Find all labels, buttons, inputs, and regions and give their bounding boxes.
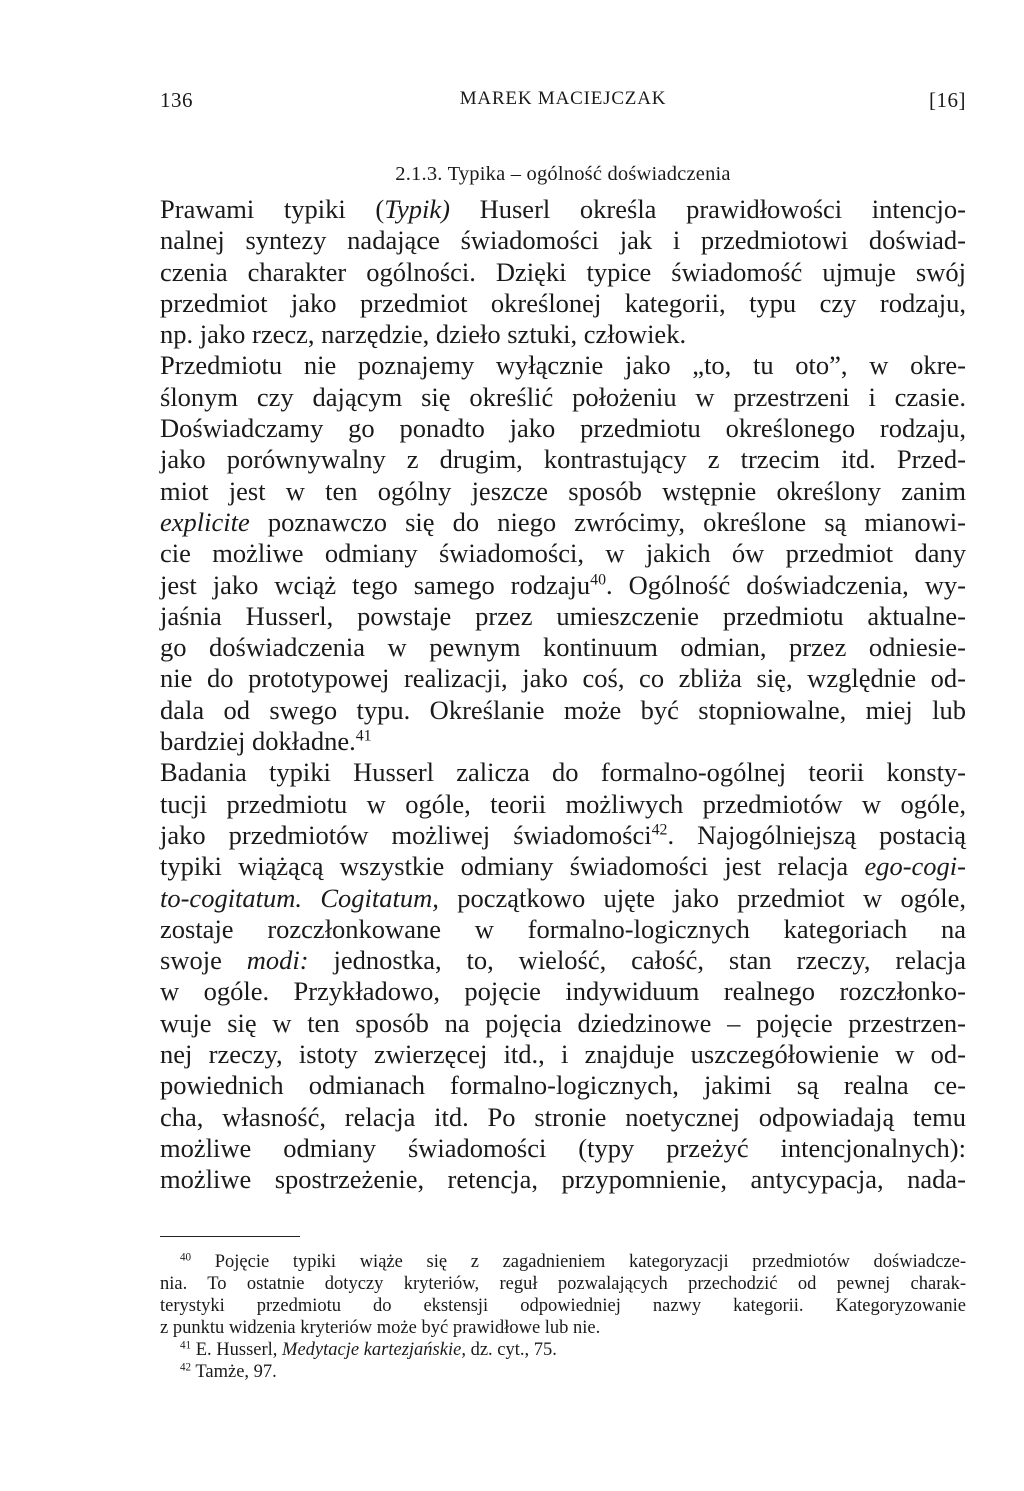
footnote-line	[160, 1295, 966, 1317]
footnote-line	[160, 1273, 966, 1295]
text-run: bardziej dokładne.	[160, 726, 356, 757]
text-run: np. jako rzecz, narzędzie, dzieło sztuki, człowiek.	[160, 319, 687, 350]
footnote-marker: 40	[590, 571, 607, 589]
footnote-line	[160, 1317, 966, 1339]
text-line	[160, 851, 966, 882]
text-run: cie możliwe odmiany świadomości, w jakich ów przedmiot dany	[160, 538, 966, 569]
text-run: cha, własność, relacja itd. Po stronie noetycznej odpowiadają temu	[160, 1101, 966, 1132]
running-head-author: MAREK MACIEJCZAK	[459, 88, 667, 109]
text-line	[160, 1070, 966, 1101]
text-run: swoje	[160, 945, 247, 976]
text-line	[160, 726, 966, 757]
running-head-reference: [16]	[929, 88, 966, 112]
footnote-marker: 42	[651, 821, 668, 839]
text-run: nalnej syntezy nadające świadomości jak i przedmiotowi doświad-	[160, 225, 966, 256]
text-run: możliwe spostrzeżenie, retencja, przypomnienie, antycypacja, nada-	[160, 1164, 966, 1195]
text-line	[160, 976, 966, 1007]
text-run: terystyki przedmiotu do ekstensji odpowiedniej nazwy kategorii. Kategoryzowanie	[160, 1295, 966, 1316]
text-run: E. Husserl,	[191, 1339, 283, 1360]
italic-text: to-cogitatum. Cogitatum,	[160, 882, 439, 913]
text-run: początkowo ujęte jako przedmiot w ogóle,	[438, 882, 966, 913]
text-run: jako porównywalny z drugim, kontrastujący z trzecim itd. Przed-	[160, 444, 966, 475]
text-run: Doświadczamy go ponadto jako przedmiotu określonego rodzaju,	[160, 413, 966, 444]
text-run: Tamże, 97.	[191, 1361, 277, 1382]
footnote-line	[160, 1339, 966, 1361]
text-run: ślonym czy dającym się określić położeniu w przestrzeni i czasie.	[160, 381, 966, 412]
footnote-marker: 41	[355, 727, 372, 745]
text-run: dala od swego typu. Określanie może być stopniowalne, miej lub	[160, 694, 966, 725]
text-run: jest jako wciąż tego samego rodzaju	[160, 569, 591, 600]
text-line	[160, 413, 966, 444]
text-run: czenia charakter ogólności. Dzięki typice świadomość ujmuje swój	[160, 256, 966, 287]
italic-text: Medytacje kartezjańskie,	[282, 1339, 466, 1360]
text-run: . Najogólniejszą postacią	[667, 819, 966, 850]
text-line	[160, 507, 966, 538]
text-line	[160, 288, 966, 319]
text-line	[160, 225, 966, 256]
text-line	[160, 319, 966, 350]
text-line	[160, 444, 966, 475]
text-run: zostaje rozczłonkowane w formalno-logicznych kategoriach na	[160, 913, 966, 944]
text-run: . Ogólność doświadczenia, wy-	[606, 569, 966, 600]
text-line	[160, 883, 966, 914]
page	[160, 88, 966, 1383]
footnote-line	[160, 1251, 966, 1273]
text-line	[160, 945, 966, 976]
text-line	[160, 632, 966, 663]
text-line	[160, 1164, 966, 1195]
italic-text: ego-cogi-	[864, 851, 966, 882]
text-run: przedmiot jako przedmiot określonej kategorii, typu czy rodzaju,	[160, 287, 966, 318]
text-run: Pojęcie typiki wiąże się z zagadnieniem kategoryzacji przedmiotów doświadcze-	[191, 1251, 966, 1272]
section-title	[160, 163, 966, 186]
text-run: jaśnia Husserl, powstaje przez umieszczenie przedmiotu aktualne-	[160, 600, 966, 631]
text-run: typiki wiążącą wszystkie odmiany świadomości jest relacja	[160, 851, 865, 882]
text-line	[160, 476, 966, 507]
text-line	[160, 789, 966, 820]
footnote-rule	[160, 1236, 300, 1237]
text-line	[160, 663, 966, 694]
text-run: nia. To ostatnie dotyczy kryteriów, reguł pozwalających przechodzić od pewnej charak-	[160, 1273, 966, 1294]
footnote-marker: 42	[180, 1360, 192, 1373]
section-title-text: Typika – ogólność doświadczenia	[447, 163, 731, 185]
text-line	[160, 350, 966, 381]
text-line	[160, 1008, 966, 1039]
text-line	[160, 382, 966, 413]
text-line	[160, 570, 966, 601]
text-run: możliwe odmiany świadomości (typy przeżyć intencjonalnych):	[160, 1132, 966, 1163]
text-run: poznawczo się do niego zwrócimy, określone są mianowi-	[249, 506, 966, 537]
text-run: tucji przedmiotu w ogóle, teorii możliwych przedmiotów w ogóle,	[160, 788, 966, 819]
text-run: jako przedmiotów możliwej świadomości	[160, 819, 652, 850]
text-run: jednostka, to, wielość, całość, stan rzeczy, relacja	[308, 945, 966, 976]
text-run: Przedmiotu nie poznajemy wyłącznie jako „to, tu oto”, w okre-	[160, 350, 966, 381]
text-run: miot jest w ten ogólny jeszcze sposób wstępnie określony zanim	[160, 475, 966, 506]
page-number: 136	[160, 88, 193, 112]
text-run: dz. cyt., 75.	[465, 1339, 557, 1360]
text-run: z punktu widzenia kryteriów może być prawidłowe lub nie.	[160, 1317, 601, 1338]
section-number: 2.1.3.	[395, 163, 448, 185]
italic-text: Typik)	[384, 194, 450, 224]
text-line	[160, 914, 966, 945]
body-text	[160, 194, 966, 1196]
text-line	[160, 1102, 966, 1133]
text-line	[160, 257, 966, 288]
footnote-marker: 41	[180, 1338, 192, 1351]
text-run: wuje się w ten sposób na pojęcia dziedzinowe – pojęcie przestrzen-	[160, 1007, 966, 1038]
italic-text: modi:	[246, 945, 309, 976]
text-line	[160, 194, 966, 225]
text-line	[160, 601, 966, 632]
text-line	[160, 695, 966, 726]
text-line	[160, 1039, 966, 1070]
text-line	[160, 757, 966, 788]
footnote-line	[160, 1361, 966, 1383]
text-run: nie do prototypowej realizacji, jako coś, co zbliża się, względnie od-	[160, 663, 966, 694]
running-head	[160, 88, 966, 118]
italic-text: explicite	[160, 506, 250, 537]
text-run: w ogóle. Przykładowo, pojęcie indywiduum realnego rozczłonko-	[160, 976, 966, 1007]
text-run: Prawami typiki (	[160, 194, 385, 224]
text-run: Huserl określa prawidłowości intencjo-	[449, 194, 966, 224]
text-run: nej rzeczy, istoty zwierzęcej itd., i znajduje uszczegółowienie w od-	[160, 1039, 966, 1070]
text-line	[160, 820, 966, 851]
footnote-marker: 40	[180, 1250, 192, 1263]
text-run: Badania typiki Husserl zalicza do formalno-ogólnej teorii konsty-	[160, 757, 966, 788]
text-line	[160, 1133, 966, 1164]
text-run: go doświadczenia w pewnym kontinuum odmian, przez odniesie-	[160, 632, 966, 663]
text-run: powiednich odmianach formalno-logicznych, jakimi są realna ce-	[160, 1070, 966, 1101]
footnotes	[160, 1251, 966, 1383]
text-line	[160, 538, 966, 569]
